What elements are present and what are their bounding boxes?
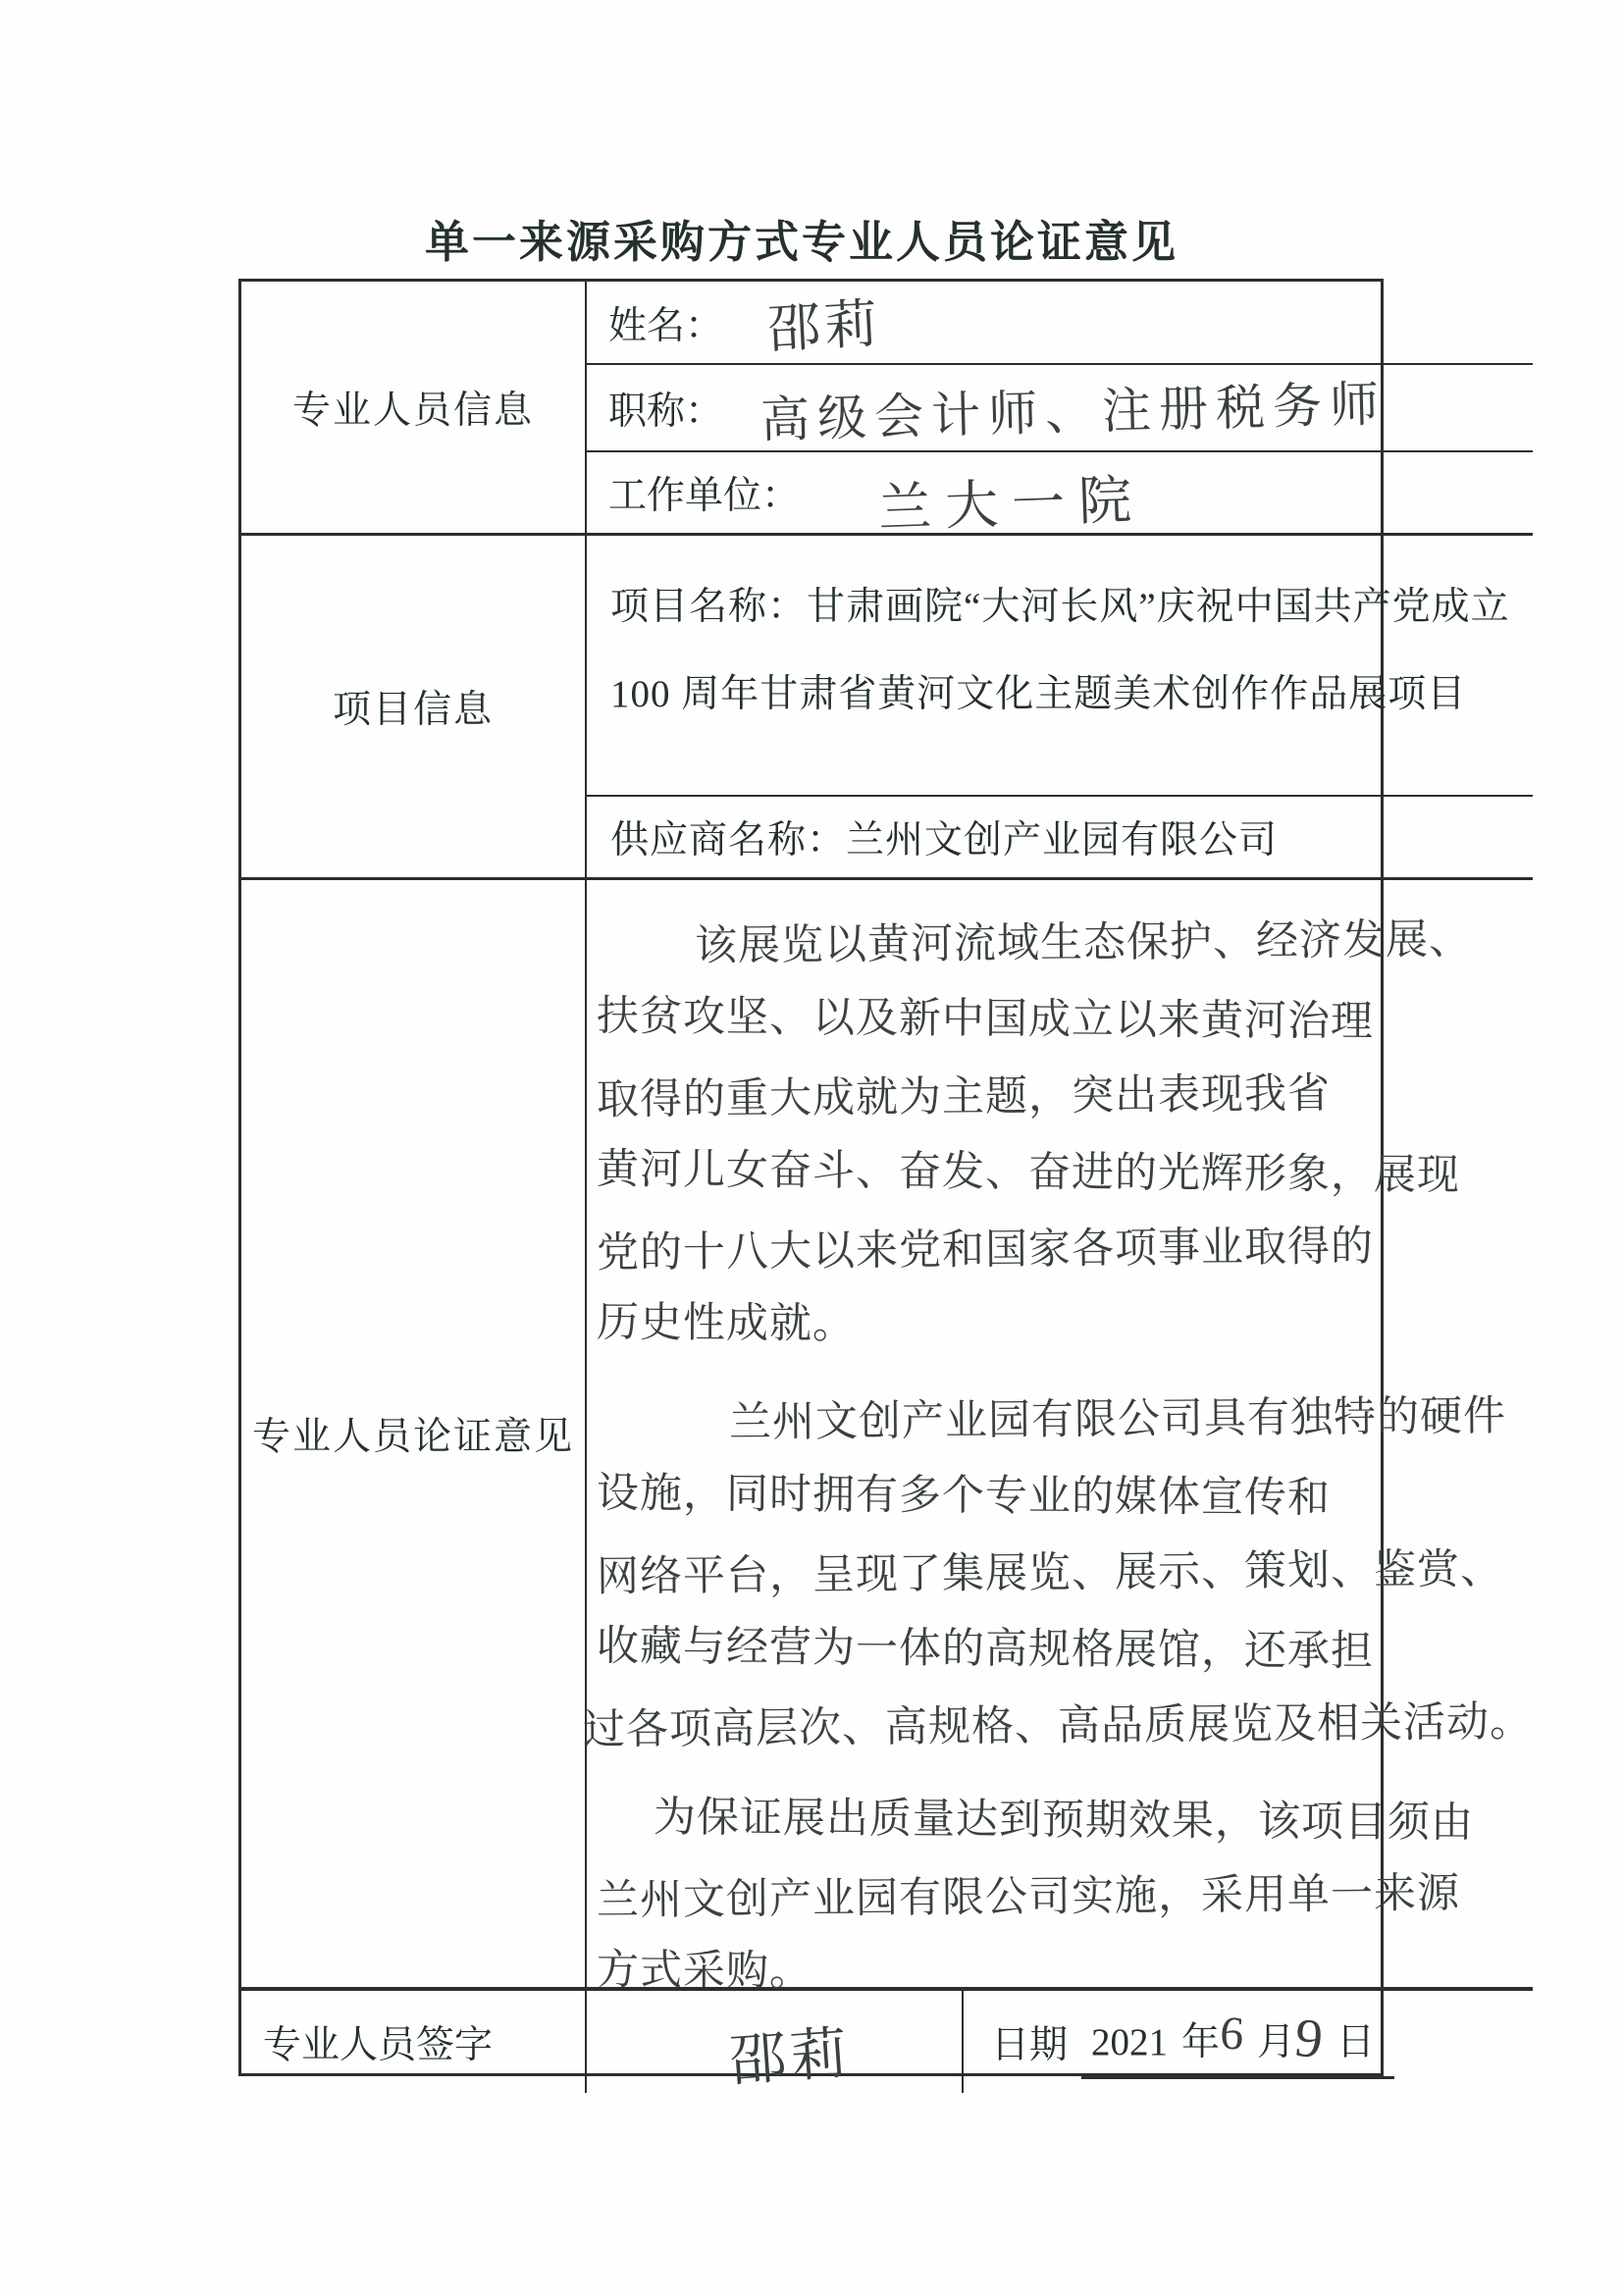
- work-unit-label: 工作单位：: [608, 475, 801, 517]
- opinion-line: 历史性成就。: [596, 1299, 857, 1348]
- date-day-unit: 日: [1336, 2020, 1376, 2063]
- row-supplier-name: [587, 797, 1533, 880]
- date-day-handwritten: 9: [1291, 2007, 1327, 2070]
- supplier-name-value: 兰州文创产业园有限公司: [846, 819, 1279, 861]
- signature-handwritten: 邵莉: [727, 2020, 854, 2094]
- opinion-line: 黄河儿女奋斗、奋发、奋进的光辉形象，展现: [596, 1146, 1461, 1199]
- date-cell: [964, 1991, 1533, 2093]
- project-name-label: 项目名称：: [610, 586, 808, 628]
- opinion-handwritten-text: [582, 880, 1534, 1996]
- row-professional-title: [587, 365, 1533, 452]
- opinion-line: 为保证展出质量达到预期效果，该项目须由: [653, 1795, 1475, 1847]
- row-project-name: [587, 536, 1533, 797]
- opinion-line: 取得的重大成就为主题，突出表现我省: [596, 1070, 1332, 1124]
- name-label: 姓名：: [608, 304, 724, 347]
- section-label-opinion: [241, 880, 587, 1991]
- opinion-line: 过各项高层次、高规格、高品质展览及相关活动。: [582, 1698, 1534, 1754]
- form-table: [238, 279, 1534, 2094]
- opinion-line: 党的十八大以来党和国家各项事业取得的: [596, 1224, 1375, 1278]
- opinion-line: 设施，同时拥有多个专业的媒体宣传和: [596, 1470, 1332, 1522]
- opinion-line: 兰州文创产业园有限公司实施，采用单一来源: [596, 1870, 1461, 1925]
- opinion-line: 扶贫攻坚、以及新中国成立以来黄河治理: [596, 993, 1375, 1046]
- date-year-unit: 年: [1181, 2020, 1221, 2063]
- date-month-unit: 月: [1257, 2020, 1296, 2063]
- name-handwritten-value: 邵莉: [765, 293, 883, 359]
- row-work-unit: [587, 452, 1533, 539]
- signature-label: 专业人员签字: [263, 2024, 494, 2066]
- section-label-project-info-text: 项目信息: [332, 689, 494, 731]
- work-unit-handwritten-value: 兰大一院: [877, 469, 1147, 539]
- section-label-personnel-info-text: 专业人员信息: [291, 390, 534, 432]
- opinion-line: 方式采购。: [596, 1947, 813, 1996]
- professional-title-label: 职称：: [608, 390, 724, 433]
- row-name: [587, 282, 1533, 365]
- section-label-opinion-text: 专业人员论证意见: [251, 1416, 574, 1458]
- date-month-handwritten: 6: [1218, 2006, 1246, 2061]
- professional-title-handwritten-value: 高级会计师、注册税务师: [759, 376, 1387, 447]
- signature-date-row: [587, 1991, 1533, 2093]
- date-label: 日期: [991, 2024, 1069, 2066]
- section-label-personnel-info: [241, 282, 587, 536]
- signature-label-cell: [241, 1991, 587, 2093]
- opinion-line: 兰州文创产业园有限公司具有独特的硬件: [728, 1393, 1507, 1446]
- signature-cell: [587, 1991, 964, 2093]
- date-underlined-value: [1081, 2006, 1394, 2079]
- page-title: 单一来源采购方式专业人员论证意见: [424, 218, 1178, 267]
- opinion-line: 网络平台，呈现了集展览、展示、策划、鉴赏、: [596, 1546, 1504, 1601]
- opinion-line: 收藏与经营为一体的高规格展馆，还承担: [596, 1623, 1375, 1676]
- opinion-line: 该展览以黄河流域生态保护、经济发展、: [694, 916, 1473, 970]
- project-name-value: 甘肃画院“大河长风”庆祝中国共产党成立 100 周年甘肃省黄河文化主题美术创作作品展项目: [610, 586, 1510, 715]
- section-label-project-info: [241, 536, 587, 880]
- supplier-name-label: 供应商名称：: [610, 819, 847, 861]
- date-year: 2021: [1091, 2020, 1169, 2063]
